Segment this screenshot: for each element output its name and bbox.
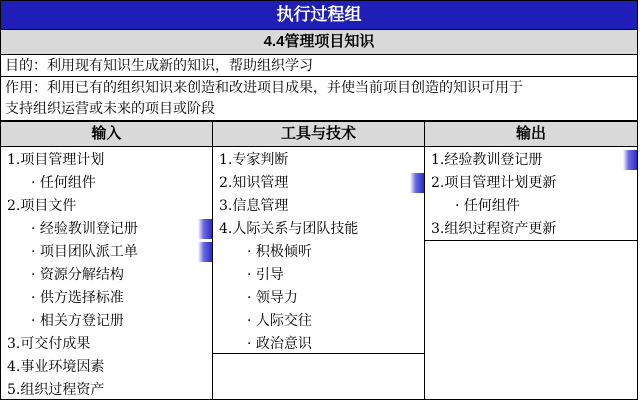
tools-column — [213, 147, 425, 400]
input-item: · 资源分解结构 — [31, 267, 124, 283]
inputs-header: 输入 — [0, 122, 213, 147]
output-item: 1.经验教训登记册 — [431, 152, 543, 168]
input-item: 5.组织过程资产 — [7, 382, 105, 398]
output-item: · 任何组件 — [455, 198, 520, 214]
tool-item: · 人际交往 — [247, 313, 312, 329]
output-item: 3.组织过程资产更新 — [431, 221, 557, 237]
marker-icon — [410, 173, 424, 193]
input-item: · 相关方登记册 — [31, 313, 124, 329]
goal-text: 目的：利用现有知识生成新的知识，帮助组织学习 — [0, 55, 638, 77]
role-line-1: 作用：利用已有的组织知识来创造和改进项目成果，并使当前项目创造的知识可用于 — [5, 80, 523, 96]
marker-icon — [198, 219, 212, 239]
tool-item: · 积极倾听 — [247, 244, 312, 260]
divider — [213, 353, 424, 354]
tool-item: 1.专家判断 — [219, 152, 289, 168]
tool-item: 4.人际关系与团队技能 — [219, 221, 359, 237]
input-item: 4.事业环境因素 — [7, 359, 105, 375]
group-title: 执行过程组 — [0, 0, 638, 29]
tool-item: 3.信息管理 — [219, 198, 289, 214]
input-item: 3.可交付成果 — [7, 336, 91, 352]
outputs-header: 输出 — [425, 122, 638, 147]
role-line-2: 支持组织运营或未来的项目或阶段 — [5, 101, 215, 117]
input-item: · 任何组件 — [31, 175, 96, 191]
marker-icon — [198, 242, 212, 262]
input-item: 1.项目管理计划 — [7, 152, 105, 168]
input-item: · 项目团队派工单 — [31, 244, 138, 260]
input-item: · 供方选择标准 — [31, 290, 124, 306]
process-title: 4.4管理项目知识 — [0, 29, 638, 55]
marker-icon — [623, 150, 637, 170]
tool-item: · 领导力 — [247, 290, 298, 306]
input-item: 2.项目文件 — [7, 198, 77, 214]
tool-item: · 引导 — [247, 267, 284, 283]
tools-header: 工具与技术 — [213, 122, 425, 147]
divider — [425, 240, 637, 241]
tool-item: 2.知识管理 — [219, 175, 289, 191]
inputs-column — [0, 147, 213, 400]
output-item: 2.项目管理计划更新 — [431, 175, 557, 191]
outputs-column — [425, 147, 638, 400]
role-text — [0, 77, 638, 122]
input-item: · 经验教训登记册 — [31, 221, 138, 237]
tool-item: · 政治意识 — [247, 336, 312, 352]
